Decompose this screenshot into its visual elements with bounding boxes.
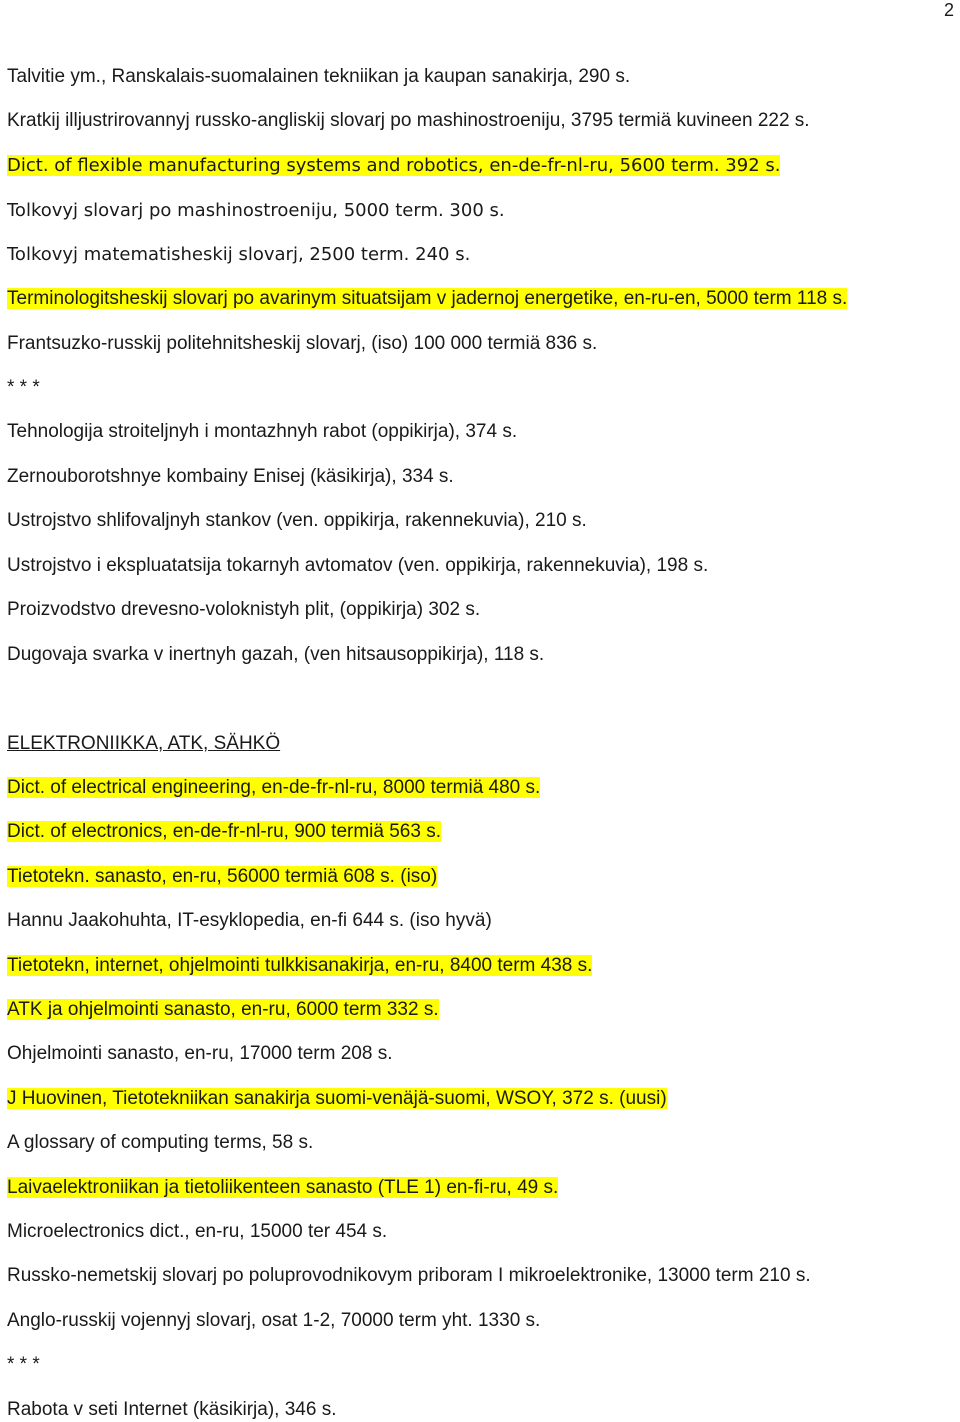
list-item-text: Tehnologija stroiteljnyh i montazhnyh rabot (oppikirja), 374 s. bbox=[7, 421, 518, 442]
list-item-text: Ustrojstvo i ekspluatatsija tokarnyh avtomatov (ven. oppikirja, rakennekuvia), 198 s. bbox=[7, 555, 709, 576]
list-item-text: Rabota v seti Internet (käsikirja), 346 s. bbox=[7, 1399, 337, 1420]
list-item-text: Frantsuzko-russkij politehnitsheskij slovarj, (iso) 100 000 termiä 836 s. bbox=[7, 333, 598, 354]
list-item bbox=[7, 333, 597, 355]
list-item bbox=[7, 155, 780, 177]
list-item-text: Ustrojstvo shlifovaljnyh stankov (ven. oppikirja, rakennekuvia), 210 s. bbox=[7, 510, 587, 531]
section-heading: ELEKTRONIIKKA, ATK, SÄHKÖ bbox=[7, 733, 281, 754]
list-item bbox=[7, 288, 847, 310]
list-item-text: Russko-nemetskij slovarj po poluprovodnikovym priboram I mikroelektronike, 13000 term 210 s. bbox=[7, 1265, 811, 1286]
list-item-text: Talvitie ym., Ranskalais-suomalainen tekniikan ja kaupan sanakirja, 290 s. bbox=[7, 66, 631, 87]
list-item bbox=[7, 1265, 811, 1287]
list-item bbox=[7, 777, 540, 799]
list-item bbox=[7, 599, 480, 621]
list-item-text: Hannu Jaakohuhta, IT-esyklopedia, en-fi 644 s. (iso hyvä) bbox=[7, 910, 492, 931]
list-item bbox=[7, 955, 592, 977]
list-item-text: Zernouborotshnye kombainy Enisej (käsikirja), 334 s. bbox=[7, 466, 454, 487]
list-item bbox=[7, 866, 437, 888]
list-item-text: Laivaelektroniikan ja tietoliikenteen sanasto (TLE 1) en-fi-ru, 49 s. bbox=[7, 1177, 559, 1198]
list-item bbox=[7, 110, 810, 132]
list-item-text: Dict. of flexible manufacturing systems and robotics, en-de-fr-nl-ru, 5600 term. 392 s. bbox=[7, 155, 781, 176]
list-item-text: Tolkovyj matematisheskij slovarj, 2500 term. 240 s. bbox=[7, 244, 471, 265]
list-item bbox=[7, 1043, 392, 1065]
list-item bbox=[7, 466, 454, 488]
list-item bbox=[7, 1177, 558, 1199]
list-item-text: * * * bbox=[7, 377, 40, 398]
list-item bbox=[7, 1310, 540, 1332]
separator-stars bbox=[7, 377, 40, 399]
list-item-text: Kratkij illjustrirovannyj russko-angliskij slovarj po mashinostroeniju, 3795 termiä kuvineen 222 s. bbox=[7, 110, 810, 131]
list-item bbox=[7, 1221, 387, 1243]
list-item bbox=[7, 644, 544, 666]
list-item bbox=[7, 999, 439, 1021]
list-item bbox=[7, 200, 505, 222]
list-item bbox=[7, 66, 630, 88]
list-item-text: ATK ja ohjelmointi sanasto, en-ru, 6000 term 332 s. bbox=[7, 999, 439, 1020]
list-item-text: Dugovaja svarka v inertnyh gazah, (ven hitsausoppikirja), 118 s. bbox=[7, 644, 545, 665]
list-item-text: J Huovinen, Tietotekniikan sanakirja suomi-venäjä-suomi, WSOY, 372 s. (uusi) bbox=[7, 1088, 667, 1109]
list-item bbox=[7, 1132, 313, 1154]
list-item-text: Terminologitsheskij slovarj po avarinym situatsijam v jadernoj energetike, en-ru-en, 5000 term 118 s. bbox=[7, 288, 848, 309]
list-item-text: A glossary of computing terms, 58 s. bbox=[7, 1132, 314, 1153]
list-item bbox=[7, 421, 517, 443]
list-item-text: Microelectronics dict., en-ru, 15000 ter 454 s. bbox=[7, 1221, 388, 1242]
list-item bbox=[7, 910, 492, 932]
list-item-text: Tietotekn. sanasto, en-ru, 56000 termiä 608 s. (iso) bbox=[7, 866, 438, 887]
list-item bbox=[7, 510, 587, 532]
page-number: 2 bbox=[943, 0, 954, 20]
list-item bbox=[7, 821, 441, 843]
list-item-text: Tolkovyj slovarj po mashinostroeniju, 5000 term. 300 s. bbox=[7, 200, 505, 221]
list-item bbox=[7, 244, 470, 266]
list-item-text: Dict. of electrical engineering, en-de-fr-nl-ru, 8000 termiä 480 s. bbox=[7, 777, 541, 798]
list-item bbox=[7, 1088, 667, 1110]
separator-stars bbox=[7, 1354, 40, 1376]
list-item bbox=[7, 555, 708, 577]
list-item-text: Proizvodstvo drevesno-voloknistyh plit, (oppikirja) 302 s. bbox=[7, 599, 481, 620]
list-item-text: Tietotekn, internet, ohjelmointi tulkkisanakirja, en-ru, 8400 term 438 s. bbox=[7, 955, 593, 976]
list-item-text: Anglo-russkij vojennyj slovarj, osat 1-2, 70000 term yht. 1330 s. bbox=[7, 1310, 541, 1331]
list-item-text: * * * bbox=[7, 1354, 40, 1375]
list-item-text: Ohjelmointi sanasto, en-ru, 17000 term 208 s. bbox=[7, 1043, 393, 1064]
list-item bbox=[7, 1399, 336, 1421]
list-item-text: Dict. of electronics, en-de-fr-nl-ru, 900 termiä 563 s. bbox=[7, 821, 442, 842]
